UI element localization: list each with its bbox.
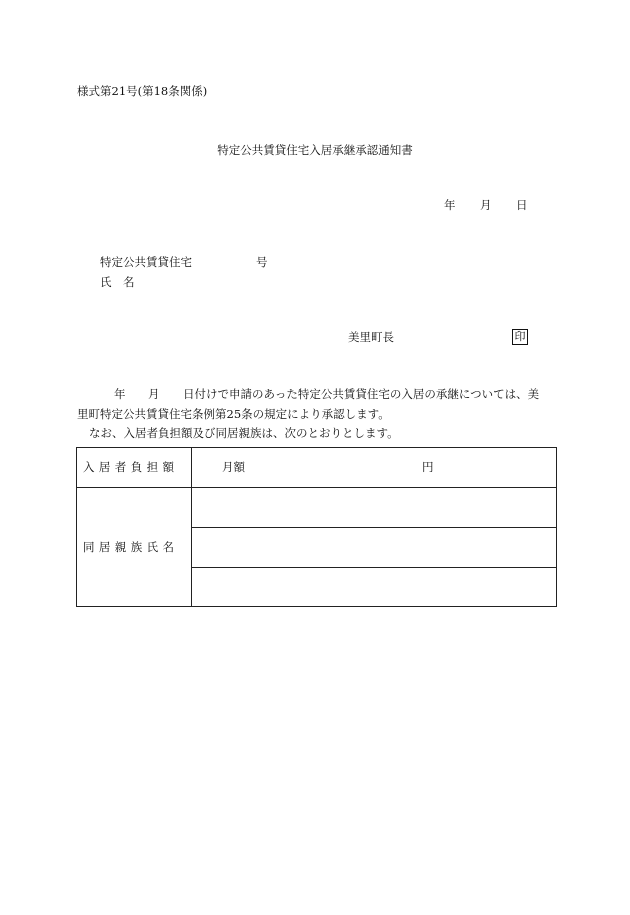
form-number: 様式第21号(第18条関係) bbox=[77, 84, 208, 98]
body-line-2: 里町特定公共賃貸住宅条例第25条の規定により承認します。 bbox=[77, 407, 390, 421]
body-month-label: 月 bbox=[148, 387, 160, 401]
family-member-cell bbox=[192, 528, 557, 568]
date-year-label: 年 bbox=[444, 198, 456, 212]
body-line-3: なお、入居者負担額及び同居親族は、次のとおりとします。 bbox=[89, 426, 399, 440]
family-members-label: 同居親族氏名 bbox=[83, 540, 179, 554]
monthly-label: 月額 bbox=[222, 460, 245, 474]
burden-amount-label: 入居者負担額 bbox=[83, 460, 179, 474]
issuer-title: 美里町長 bbox=[348, 330, 394, 344]
seal-mark: 印 bbox=[512, 329, 528, 345]
name-label-second: 名 bbox=[123, 275, 135, 289]
housing-label: 特定公共賃貸住宅 bbox=[100, 255, 192, 269]
document-title: 特定公共賃貸住宅入居承継承認通知書 bbox=[217, 143, 413, 157]
family-member-cell bbox=[192, 488, 557, 528]
housing-number-suffix: 号 bbox=[256, 255, 268, 269]
date-month-label: 月 bbox=[480, 198, 492, 212]
body-year-label: 年 bbox=[114, 387, 126, 401]
family-member-cell bbox=[192, 568, 557, 608]
date-day-label: 日 bbox=[516, 198, 528, 212]
body-line-1: 日付けで申請のあった特定公共賃貸住宅の入居の承継については、美 bbox=[183, 387, 540, 401]
yen-label: 円 bbox=[422, 460, 434, 474]
name-label-first: 氏 bbox=[100, 275, 112, 289]
details-table bbox=[76, 447, 557, 607]
